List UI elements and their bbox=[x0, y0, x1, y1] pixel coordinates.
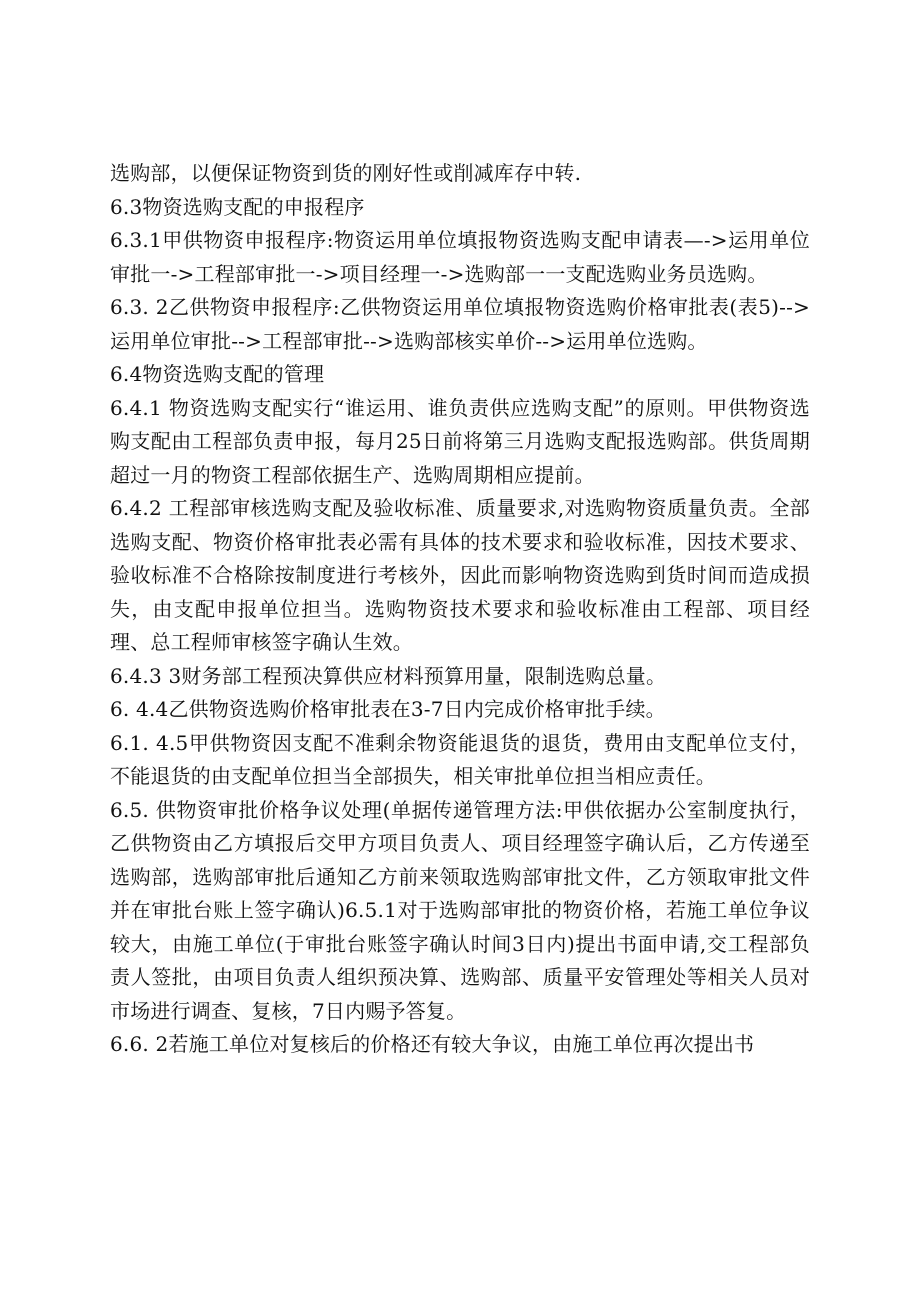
document-body bbox=[110, 157, 810, 1062]
paragraph: 6. 4.4乙供物资选购价格审批表在3-7日内完成价格审批手续。 bbox=[110, 697, 666, 721]
section-heading: 6.4物资选购支配的管理 bbox=[110, 362, 325, 386]
paragraph: 6.4.3 3财务部工程预决算供应材料预算用量，限制选购总量。 bbox=[110, 663, 667, 688]
paragraph: 6.4.2 工程部审核选购支配及验收标准、质量要求,对选购物资质量负责。全部选购支配、物资价格审批表必需有具体的技术要求和验收标准，因技术要求、验收标准不合格除按制度进行考核外，因此而影响物资选购到货时间而造成损失，由支配申报单位担当。选购物资技术要求和验收标准由工程部、项目经理、总工程师审核签字确认生效。 bbox=[110, 496, 810, 654]
section-heading: 6.3物资选购支配的申报程序 bbox=[110, 194, 365, 219]
paragraph: 6.6. 2若施工单位对复核后的价格还有较大争议，由施工单位再次提出书 bbox=[110, 1032, 755, 1056]
paragraph: 6.3. 2乙供物资申报程序:乙供物资运用单位填报物资选购价格审批表(表5)-->运用单位审批-->工程部审批-->选购部核实单价-->运用单位选购。 bbox=[110, 295, 810, 353]
paragraph: 6.4.1 物资选购支配实行“谁运用、谁负责供应选购支配”的原则。甲供物资选购支配由工程部负责申报，每月25日前将第三月选购支配报选购部。供货周期超过一月的物资工程部依据生产、选购周期相应提前。 bbox=[110, 395, 810, 487]
paragraph: 6.3.1甲供物资申报程序:物资运用单位填报物资选购支配申请表—->运用单位审批一->工程部审批一->项目经理一->选购部一一支配选购业务员选购。 bbox=[110, 228, 810, 286]
paragraph: 选购部，以便保证物资到货的刚好性或削减库存中转. bbox=[110, 161, 582, 185]
paragraph: 6.5. 供物资审批价格争议处理(单据传递管理方法:甲供依据办公室制度执行，乙供物资由乙方填报后交甲方项目负责人、项目经理签字确认后，乙方传递至选购部，选购部审批后通知乙方前来领取选购部审批文件，乙方领取审批文件并在审批台账上签字确认)6.5.1对于选购部审批的物资价格，若施工单位争议较大，由施工单位(于审批台账签字确认时间3日内)提出书面申请,交工程部负责人签批，由项目负责人组织预决算、选购部、质量平安管理处等相关人员对市场进行调查、复核，7日内赐予答复。 bbox=[110, 797, 810, 1023]
paragraph: 6.1. 4.5甲供物资因支配不准剩余物资能退货的退货，费用由支配单位支付，不能退货的由支配单位担当全部损失，相关审批单位担当相应责任。 bbox=[110, 730, 810, 788]
